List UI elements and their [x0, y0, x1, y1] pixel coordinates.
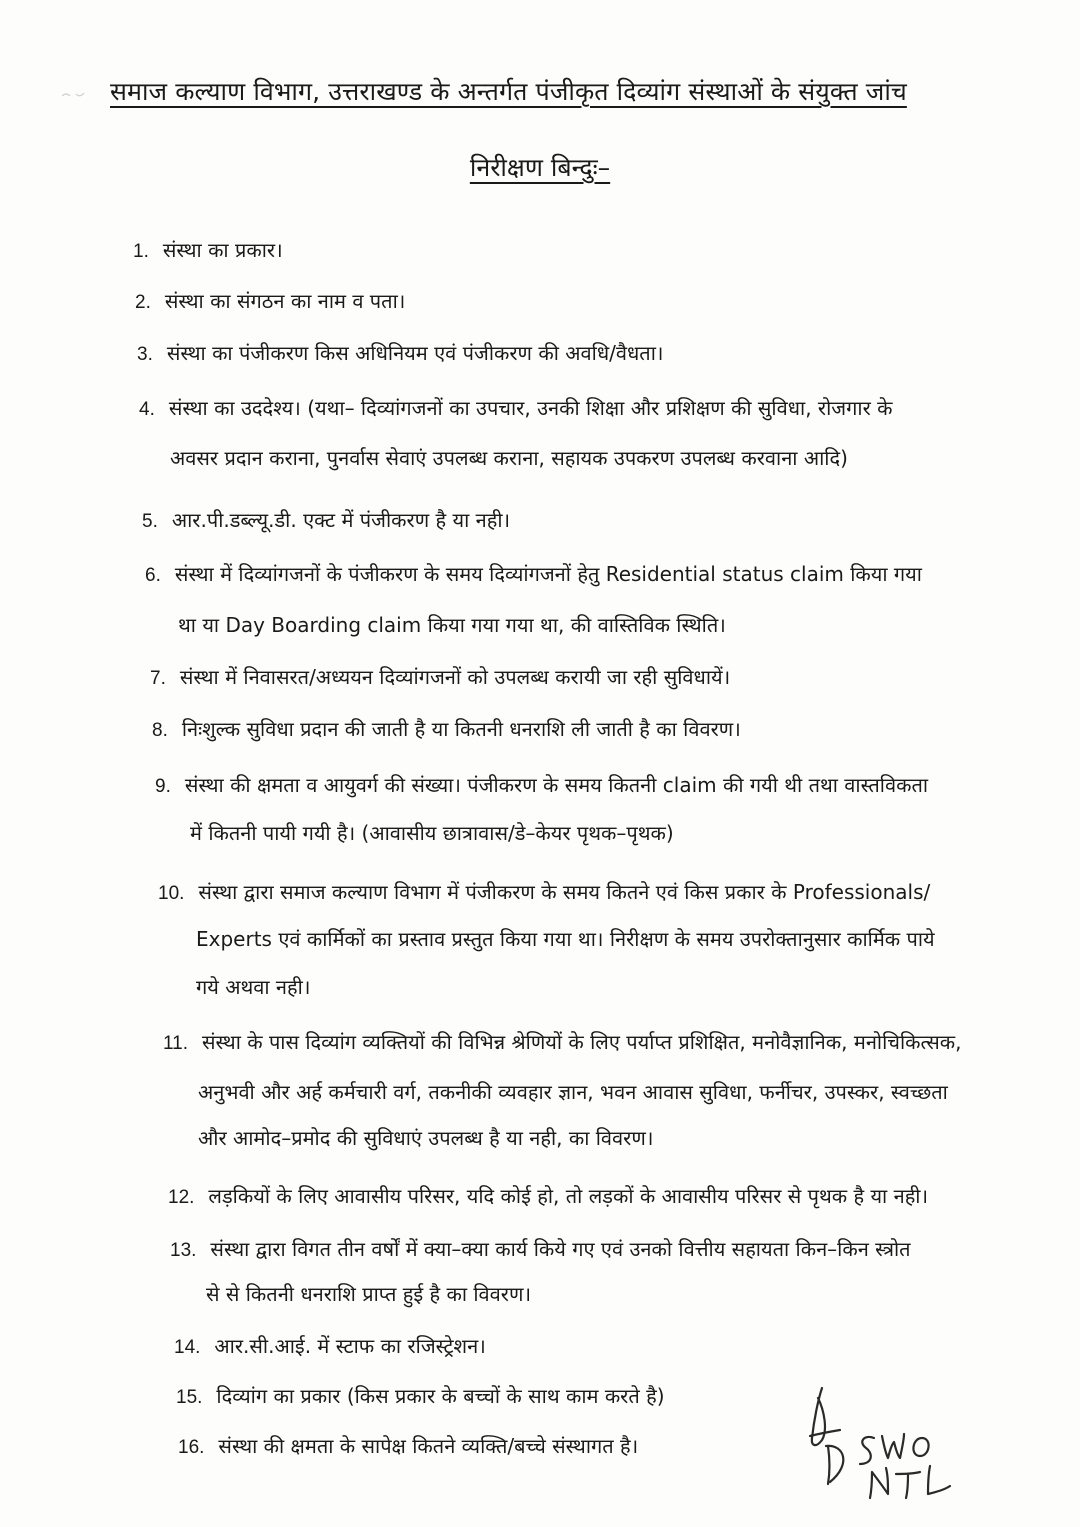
- list-item: [176, 1381, 665, 1413]
- item-number: 12.: [168, 1187, 195, 1208]
- item-number: 13.: [170, 1240, 197, 1261]
- item-text: संस्था की क्षमता व आयुवर्ग की संख्या। पंजीकरण के समय कितनी claim की गयी थी तथा वास्तविकता: [184, 773, 929, 797]
- item-text: संस्था द्वारा समाज कल्याण विभाग में पंजीकरण के समय कितने एवं किस प्रकार के Professionals/: [198, 880, 931, 904]
- item-text: संस्था द्वारा विगत तीन वर्षों में क्या–क्या कार्य किये गए एवं उनको वित्तीय सहायता किन–किन स्त्रोत: [210, 1237, 911, 1261]
- item-text: निःशुल्क सुविधा प्रदान की जाती है या कितनी धनराशि ली जाती है का विवरण।: [181, 717, 741, 741]
- item-number: 6.: [145, 565, 161, 586]
- item-text-continued: से से कितनी धनराशि प्राप्त हुई है का विवरण।: [206, 1282, 532, 1306]
- item-number: 8.: [152, 720, 168, 741]
- item-text: संस्था का प्रकार।: [162, 238, 283, 262]
- item-text: संस्था का उददेश्य। (यथा– दिव्यांगजनों का उपचार, उनकी शिक्षा और प्रशिक्षण की सुविधा, रोजगार के: [168, 396, 893, 420]
- list-item: [150, 662, 730, 694]
- list-item: [168, 1181, 928, 1213]
- list-item: [152, 714, 741, 746]
- list-item: [142, 505, 510, 537]
- document-subtitle: निरीक्षण बिन्दुः–: [469, 153, 611, 182]
- list-item: [139, 393, 892, 425]
- item-text-continued: में कितनी पायी गयी है। (आवासीय छात्रावास/डे–केयर पृथक–पृथक): [190, 821, 674, 845]
- item-number: 3.: [137, 344, 153, 365]
- list-item: [178, 1431, 638, 1463]
- item-text-continued: Experts एवं कार्मिकों का प्रस्ताव प्रस्तुत किया गया था। निरीक्षण के समय उपरोक्तानुसार कार्मिक पाये: [196, 927, 935, 951]
- item-text-continued: गये अथवा नही।: [196, 975, 311, 999]
- item-number: 9.: [155, 776, 171, 797]
- item-number: 7.: [150, 668, 166, 689]
- item-text: आर.सी.आई. में स्टाफ का रजिस्ट्रेशन।: [214, 1334, 486, 1358]
- item-text: संस्था में दिव्यांगजनों के पंजीकरण के समय दिव्यांगजनों हेतु Residential status claim किया गया: [174, 562, 922, 586]
- list-item: [170, 1234, 911, 1266]
- item-number: 4.: [139, 399, 155, 420]
- item-text-continued: अनुभवी और अर्ह कर्मचारी वर्ग, तकनीकी व्यवहार ज्ञान, भवन आवास सुविधा, फर्नीचर, उपस्कर, स्वच्छता: [198, 1080, 948, 1104]
- document-title: समाज कल्याण विभाग, उत्तराखण्ड के अन्तर्गत पंजीकृत दिव्यांग संस्थाओं के संयुक्त जांच: [110, 77, 907, 106]
- item-number: 11.: [163, 1033, 189, 1054]
- item-text: संस्था में निवासरत/अध्ययन दिव्यांगजनों को उपलब्ध करायी जा रही सुविधायें।: [179, 665, 731, 689]
- item-text: संस्था के पास दिव्यांग व्यक्तियों की विभिन्न श्रेणियों के लिए पर्याप्त प्रशिक्षित, मनोवैज्ञानिक, मनोचिकित्सक,: [202, 1030, 962, 1054]
- item-text: संस्था की क्षमता के सापेक्ष कितने व्यक्ति/बच्चे संस्थागत है।: [218, 1434, 639, 1458]
- item-text: दिव्यांग का प्रकार (किस प्रकार के बच्चों के साथ काम करते है): [216, 1384, 665, 1408]
- handwritten-signature: [800, 1380, 970, 1500]
- item-number: 15.: [176, 1387, 203, 1408]
- item-number: 1.: [133, 241, 149, 262]
- list-item: [133, 235, 283, 267]
- item-number: 14.: [174, 1337, 201, 1358]
- item-text-continued: था या Day Boarding claim किया गया गया था, की वास्तिविक स्थिति।: [178, 613, 726, 637]
- list-item: [145, 559, 922, 591]
- item-number: 10.: [158, 883, 185, 904]
- item-text: संस्था का पंजीकरण किस अधिनियम एवं पंजीकरण की अवधि/वैधता।: [166, 341, 664, 365]
- item-text: लड़कियों के लिए आवासीय परिसर, यदि कोई हो, तो लड़कों के आवासीय परिसर से पृथक है या नही।: [208, 1184, 929, 1208]
- list-item: [155, 770, 928, 802]
- list-item: [174, 1331, 486, 1363]
- list-item: [137, 338, 663, 370]
- list-item: [163, 1027, 961, 1059]
- margin-mark-icon: [60, 90, 90, 100]
- item-number: 2.: [135, 292, 151, 313]
- item-text-continued: और आमोद–प्रमोद की सुविधाएं उपलब्ध है या नही, का विवरण।: [198, 1126, 654, 1150]
- list-item: [135, 286, 405, 318]
- item-number: 16.: [178, 1437, 205, 1458]
- item-text-continued: अवसर प्रदान कराना, पुनर्वास सेवाएं उपलब्ध कराना, सहायक उपकरण उपलब्ध करवाना आदि): [170, 446, 848, 470]
- item-text: आर.पी.डब्ल्यू.डी. एक्ट में पंजीकरण है या नही।: [171, 508, 511, 532]
- item-number: 5.: [142, 511, 158, 532]
- list-item: [158, 877, 930, 909]
- item-text: संस्था का संगठन का नाम व पता।: [164, 289, 406, 313]
